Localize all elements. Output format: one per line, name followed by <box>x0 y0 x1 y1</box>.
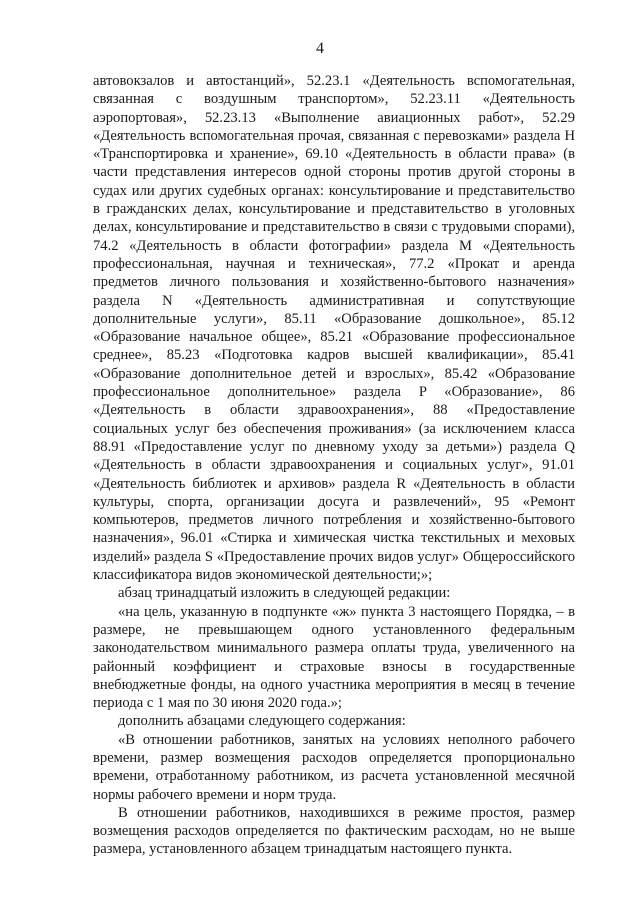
paragraph-add-abzacy: дополнить абзацами следующего содержания: <box>118 713 406 730</box>
page-number: 4 <box>316 40 324 57</box>
paragraph-part-time-workers: «В отношении работников, занятых на условиях неполного рабочего времени, размер возмещения расходов определяется пропорционально времени, отработанному работником, из расчета установленной месячной нормы рабочего времени и норм труда. <box>93 731 575 803</box>
paragraph-abzac-13-new-text: «на цель, указанную в подпункте «ж» пункта 3 настоящего Порядка, – в размере, не превышающем одного установленного федеральным законодательством минимального размера оплаты труда, увеличенного на районный коэффициент и страховые взносы в государственные внебюджетные фонды, на одного участника мероприятия в месяц в течение периода с 1 мая по 30 июня 2020 года.»; <box>93 603 575 712</box>
document-body <box>93 72 575 859</box>
paragraph-okved-list: автовокзалов и автостанций», 52.23.1 «Деятельность вспомогательная, связанная с воздушным транспортом», 52.23.11 «Деятельность аэропортовая», 52.23.13 «Выполнение авиационных работ», 52.29 «Деятельность вспомогательная прочая, связанная с перевозками» раздела H «Транспортировка и хранение», 69.10 «Деятельность в области права» (в части представления интересов одной стороны против другой стороны в судах или других судебных органах: консультирование и представительство в гражданских делах, консультирование и представительство в уголовных делах, консультирование и представительство в связи с трудовыми спорами), 74.2 «Деятельность в области фотографии» раздела M «Деятельность профессиональная, научная и техническая», 77.2 «Прокат и аренда предметов личного пользования и хозяйственно-бытового назначения» раздела N «Деятельность административная и сопутствующие дополнительные услуги», 85.11 «Образование дошкольное», 85.12 «Образование начальное общее», 85.21 «Образование профессиональное среднее», 85.23 «Подготовка кадров высшей квалификации», 85.41 «Образование дополнительное детей и взрослых», 85.42 «Образование профессиональное дополнительное» раздела P «Образование», 86 «Деятельность в области здравоохранения», 88 «Предоставление социальных услуг без обеспечения проживания» (за исключением класса 88.91 «Предоставление услуг по дневному уходу за детьми») раздела Q «Деятельность в области здравоохранения и социальных услуг», 91.01 «Деятельность библиотек и архивов» раздела R «Деятельность в области культуры, спорта, организации досуга и развлечений», 95 «Ремонт компьютеров, предметов личного потребления и хозяйственно-бытового назначения», 96.01 «Стирка и химическая чистка текстильных и меховых изделий» раздела S «Предоставление прочих видов услуг» Общероссийского классификатора видов экономической деятельности;»; <box>93 73 575 584</box>
paragraph-amend-abzac-13: абзац тринадцатый изложить в следующей редакции: <box>118 585 451 602</box>
paragraph-downtime-workers: В отношении работников, находившихся в режиме простоя, размер возмещения расходов определяется по фактическим расходам, но не выше размера, установленного абзацем тринадцатым настоящего пункта. <box>93 804 575 858</box>
